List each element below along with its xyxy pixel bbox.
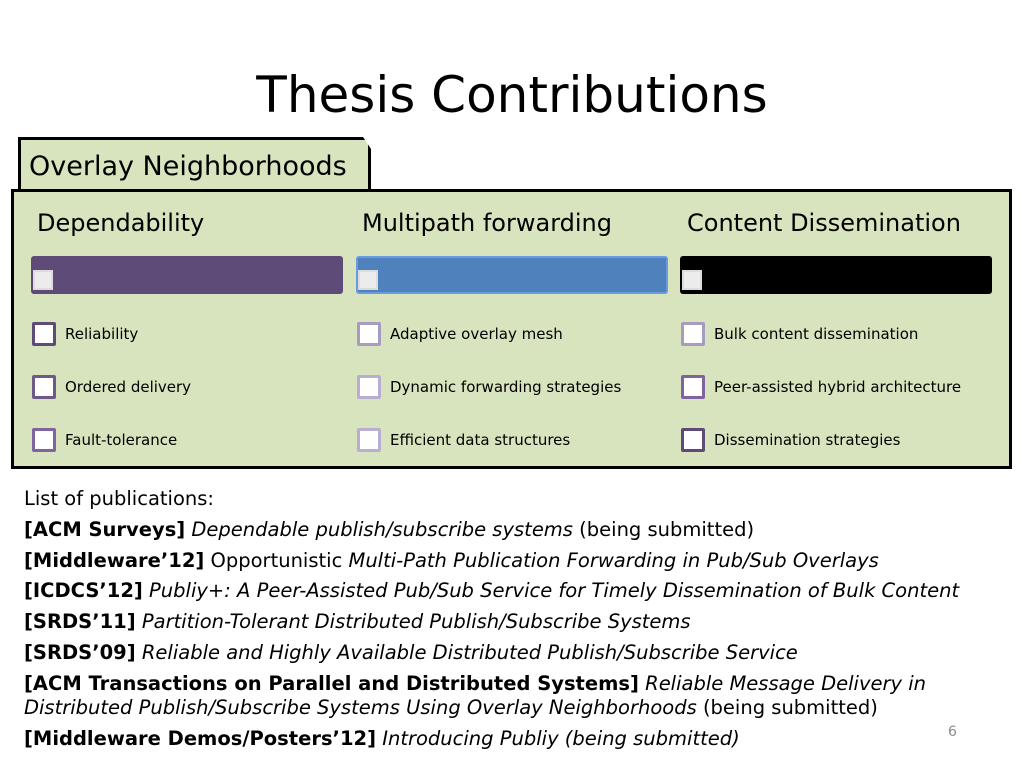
publications-heading: List of publications: (24, 487, 214, 510)
checkbox-icon (357, 322, 381, 346)
publication-entry (24, 724, 1014, 755)
multipath-forwarding-heading: Multipath forwarding (362, 209, 612, 237)
checkbox-icon (681, 375, 705, 399)
publication-entry (24, 672, 1014, 720)
checkbox-icon (681, 428, 705, 452)
checkbox-icon (32, 428, 56, 452)
item-label: Dissemination strategies (714, 431, 901, 449)
page-number: 6 (948, 724, 957, 740)
publication-title: Dependable publish/subscribe systems (191, 517, 573, 541)
checkbox-icon (681, 322, 705, 346)
dependability-heading: Dependability (37, 209, 205, 237)
publication-venue: [Middleware Demos/Posters’12] (24, 726, 377, 750)
checkbox-icon (32, 322, 56, 346)
checkbox-icon (32, 375, 56, 399)
item-label: Reliability (65, 325, 139, 343)
item-label: Ordered delivery (65, 378, 192, 396)
checkbox-icon (357, 375, 381, 399)
publication-entry (24, 638, 1014, 669)
publication-venue: [ACM Transactions on Parallel and Distributed Systems] (24, 671, 639, 695)
dependability-bar (31, 256, 343, 294)
publication-venue: [SRDS’09] (24, 640, 136, 664)
publication-title: Introducing Publiy (being submitted) (382, 726, 740, 750)
publication-title: Reliable Message Delivery in Distributed Publish/Subscribe Systems Using Overlay Neighborhoods (24, 671, 927, 719)
publication-title: Multi-Path Publication Forwarding in Pub/Sub Overlays (348, 548, 879, 572)
publication-entry (24, 515, 1014, 546)
item-label: Bulk content dissemination (714, 325, 919, 343)
item-label: Efficient data structures (390, 431, 571, 449)
publication-entry (24, 576, 1014, 607)
item-label: Peer-assisted hybrid architecture (714, 378, 962, 396)
publication-text: (being submitted) (572, 517, 755, 541)
item-label: Fault-tolerance (65, 431, 178, 449)
publication-title: Publiy+: A Peer-Assisted Pub/Sub Service for Timely Dissemination of Bulk Content (149, 579, 960, 603)
publication-text: Opportunistic (204, 548, 349, 572)
overlay-neighborhoods-label: Overlay Neighborhoods (29, 151, 347, 182)
publication-venue: [Middleware’12] (24, 548, 205, 572)
content-dissemination-heading: Content Dissemination (687, 209, 961, 237)
slide-title: Thesis Contributions (256, 66, 768, 124)
publication-title: Partition-Tolerant Distributed Publish/Subscribe Systems (141, 610, 691, 634)
publication-entry (24, 607, 1014, 638)
publication-entry (24, 546, 1014, 577)
item-label: Adaptive overlay mesh (390, 325, 563, 343)
publication-venue: [ACM Surveys] (24, 517, 186, 541)
item-label: Dynamic forwarding strategies (390, 378, 622, 396)
content-dissemination-bar (680, 256, 992, 294)
square-icon (682, 270, 702, 290)
square-icon (33, 270, 53, 290)
square-icon (358, 270, 378, 290)
checkbox-icon (357, 428, 381, 452)
publications-list (24, 484, 1014, 755)
publication-venue: [SRDS’11] (24, 610, 136, 634)
publication-text: (being submitted) (696, 695, 878, 719)
multipath-forwarding-bar (356, 256, 668, 294)
publication-title: Reliable and Highly Available Distributed Publish/Subscribe Service (141, 640, 798, 664)
publication-venue: [ICDCS’12] (24, 579, 143, 603)
